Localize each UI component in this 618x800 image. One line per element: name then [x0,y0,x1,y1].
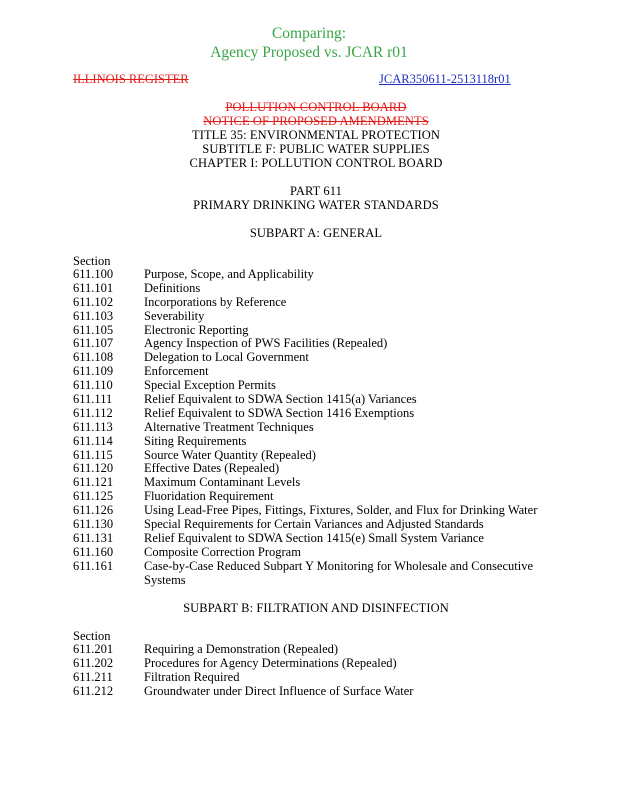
comparison-subtitle: Agency Proposed vs. JCAR r01 [210,44,408,61]
section-title: Groundwater under Direct Influence of Surface Water [144,683,414,698]
section-title: Severability [144,308,205,323]
register-header-deleted: ILLINOIS REGISTER [73,72,189,86]
section-label-b: Section [73,629,111,643]
section-number: 611.110 [73,378,113,393]
part-name-heading: PRIMARY DRINKING WATER STANDARDS [193,198,439,212]
subpart-b-heading: SUBPART B: FILTRATION AND DISINFECTION [183,601,449,615]
jcar-document-id-inserted[interactable]: JCAR350611-2513118r01 [379,72,511,86]
section-title: Incorporations by Reference [144,294,287,309]
section-title: Special Requirements for Certain Variances and Adjusted Standards [144,517,484,532]
section-title: Definitions [144,280,201,295]
section-number: 611.108 [73,350,114,365]
comparison-title: Comparing: [271,25,347,42]
section-title: Relief Equivalent to SDWA Section 1415(e) Small System Variance [144,530,484,545]
section-number: 611.109 [73,364,114,379]
section-number: 611.120 [73,461,114,476]
section-title: Special Exception Permits [144,378,276,393]
section-number: 611.131 [73,530,114,545]
section-title: Enforcement [144,364,209,379]
section-title: Fluoridation Requirement [144,489,274,504]
section-number: 611.160 [73,544,114,559]
section-number: 611.115 [73,447,113,462]
section-title: Using Lead-Free Pipes, Fittings, Fixtures, Solder, and Flux for Drinking Water [144,503,538,518]
section-number: 611.102 [73,294,114,309]
notice-heading-deleted: NOTICE OF PROPOSED AMENDMENTS [203,114,429,128]
section-number: 611.125 [73,489,114,504]
section-number: 611.202 [73,655,114,670]
section-number: 611.161 [73,558,114,573]
section-number: 611.107 [73,336,114,351]
section-number: 611.113 [73,419,113,434]
section-title: Electronic Reporting [144,322,249,337]
section-title: Relief Equivalent to SDWA Section 1416 Exemptions [144,405,415,420]
section-number: 611.101 [73,280,114,295]
section-title: Purpose, Scope, and Applicability [144,267,314,281]
section-title: Alternative Treatment Techniques [144,419,314,434]
section-title: Relief Equivalent to SDWA Section 1415(a) Variances [144,392,417,407]
section-number: 611.105 [73,322,114,337]
section-title: Agency Inspection of PWS Facilities (Repealed) [144,336,388,351]
section-title: Filtration Required [144,669,240,684]
section-number: 611.130 [73,517,114,532]
section-number: 611.100 [73,267,114,281]
part-heading: PART 611 [289,184,343,198]
section-number: 611.114 [73,433,113,448]
section-title: Case-by-Case Reduced Subpart Y Monitoring for Wholesale and Consecutive Systems [144,558,534,587]
section-title: Composite Correction Program [144,544,301,559]
section-number: 611.212 [73,683,114,698]
subtitle-heading: SUBTITLE F: PUBLIC WATER SUPPLIES [202,142,430,156]
subpart-a-heading: SUBPART A: GENERAL [249,226,383,240]
section-title: Requiring a Demonstration (Repealed) [144,642,339,656]
section-number: 611.126 [73,503,114,518]
section-title: Maximum Contaminant Levels [144,475,301,490]
section-number: 611.121 [73,475,114,490]
section-number: 611.112 [73,405,113,420]
section-title: Effective Dates (Repealed) [144,461,280,476]
section-title: Delegation to Local Government [144,350,309,365]
section-number: 611.103 [73,308,114,323]
board-heading-deleted: POLLUTION CONTROL BOARD [225,100,407,114]
section-title: Siting Requirements [144,433,247,448]
section-title: Source Water Quantity (Repealed) [144,447,316,462]
chapter-heading: CHAPTER I: POLLUTION CONTROL BOARD [189,156,443,170]
title-heading: TITLE 35: ENVIRONMENTAL PROTECTION [191,128,441,142]
section-number: 611.211 [73,669,113,684]
section-label: Section [73,254,111,268]
section-number: 611.111 [73,392,113,407]
section-number: 611.201 [73,642,114,656]
section-title: Procedures for Agency Determinations (Repealed) [144,655,397,670]
